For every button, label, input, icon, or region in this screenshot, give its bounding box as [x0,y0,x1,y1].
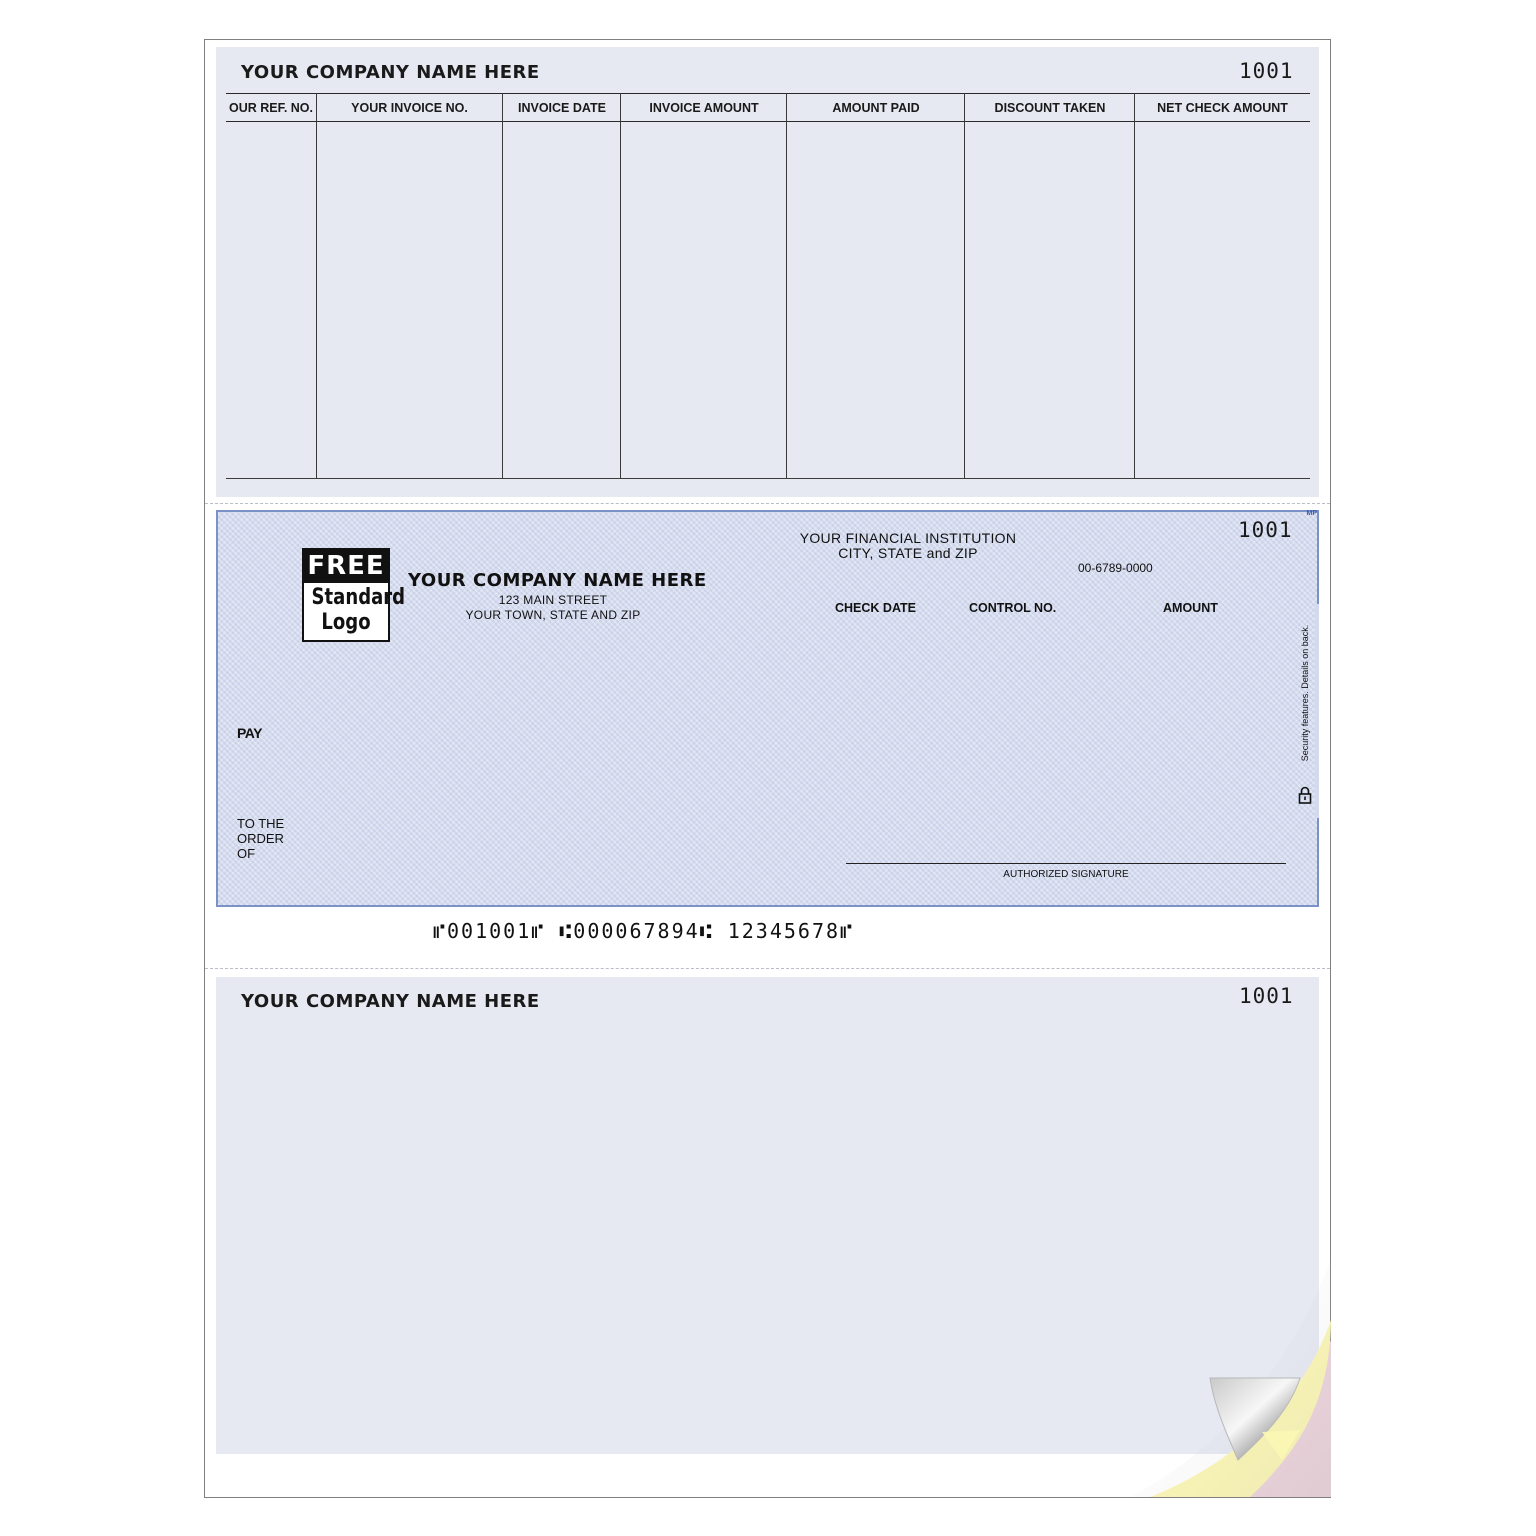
column-divider [786,93,787,479]
check-number: 1001 [1238,518,1293,542]
security-note [1297,608,1313,778]
stub-company-name: YOUR COMPANY NAME HERE [241,62,540,83]
company-logo [302,548,406,642]
column-divider [1134,93,1135,479]
column-header: INVOICE DATE [518,101,606,115]
company-address-line-2: YOUR TOWN, STATE AND ZIP [465,608,641,622]
invoice-table [226,93,1310,479]
bank-city-state-zip: CITY, STATE and ZIP [838,545,978,561]
signature-label: AUTHORIZED SIGNATURE [1003,869,1129,880]
column-header: DISCOUNT TAKEN [994,101,1106,115]
micr-line: ⑈001001⑈ ⑆000067894⑆ 12345678⑈ [433,919,855,943]
pay-label: PAY [237,725,262,741]
column-header: AMOUNT PAID [832,101,920,115]
bank-name: YOUR FINANCIAL INSTITUTION [799,530,1017,546]
column-header: OUR REF. NO. [228,101,314,115]
order-label-line: OF [237,846,256,861]
routing-fraction: 00-6789-0000 [1078,561,1153,575]
column-header: YOUR INVOICE NO. [351,101,468,115]
check-date-label: CHECK DATE [835,601,917,615]
check-face [216,510,1319,907]
order-label-line: ORDER [237,831,284,846]
stub-check-number: 1001 [1239,984,1294,1008]
signature-line [846,863,1286,864]
company-address-line-1: 123 MAIN STREET [498,593,608,607]
order-label-line: TO THE [237,816,285,831]
column-divider [964,93,965,479]
invoice-table-header [226,93,1310,122]
check-sheet [204,39,1331,1498]
logo-standard-text: Standard [311,585,406,610]
stub-company-name: YOUR COMPANY NAME HERE [241,991,540,1012]
perforation-line [205,968,1330,969]
stub-check-number: 1001 [1239,59,1294,83]
bottom-voucher-stub [216,977,1319,1454]
column-divider [316,93,317,479]
column-divider [620,93,621,479]
top-voucher-stub [216,47,1319,497]
padlock-icon [1298,785,1312,805]
control-number-label: CONTROL NO. [969,601,1057,615]
mp-mark: MP [1306,510,1317,517]
logo-free-text: FREE [304,550,388,583]
check-company-name: YOUR COMPANY NAME HERE [408,570,707,591]
border-gap [1315,604,1319,818]
column-divider [502,93,503,479]
logo-logo-text: Logo [321,610,371,635]
amount-label: AMOUNT [1163,601,1218,615]
security-note-text: Security features. Details on back. [1300,624,1310,762]
table-bottom-rule [226,478,1310,479]
column-header: INVOICE AMOUNT [649,101,759,115]
perforation-line [205,503,1330,504]
column-header: NET CHECK AMOUNT [1157,101,1288,115]
